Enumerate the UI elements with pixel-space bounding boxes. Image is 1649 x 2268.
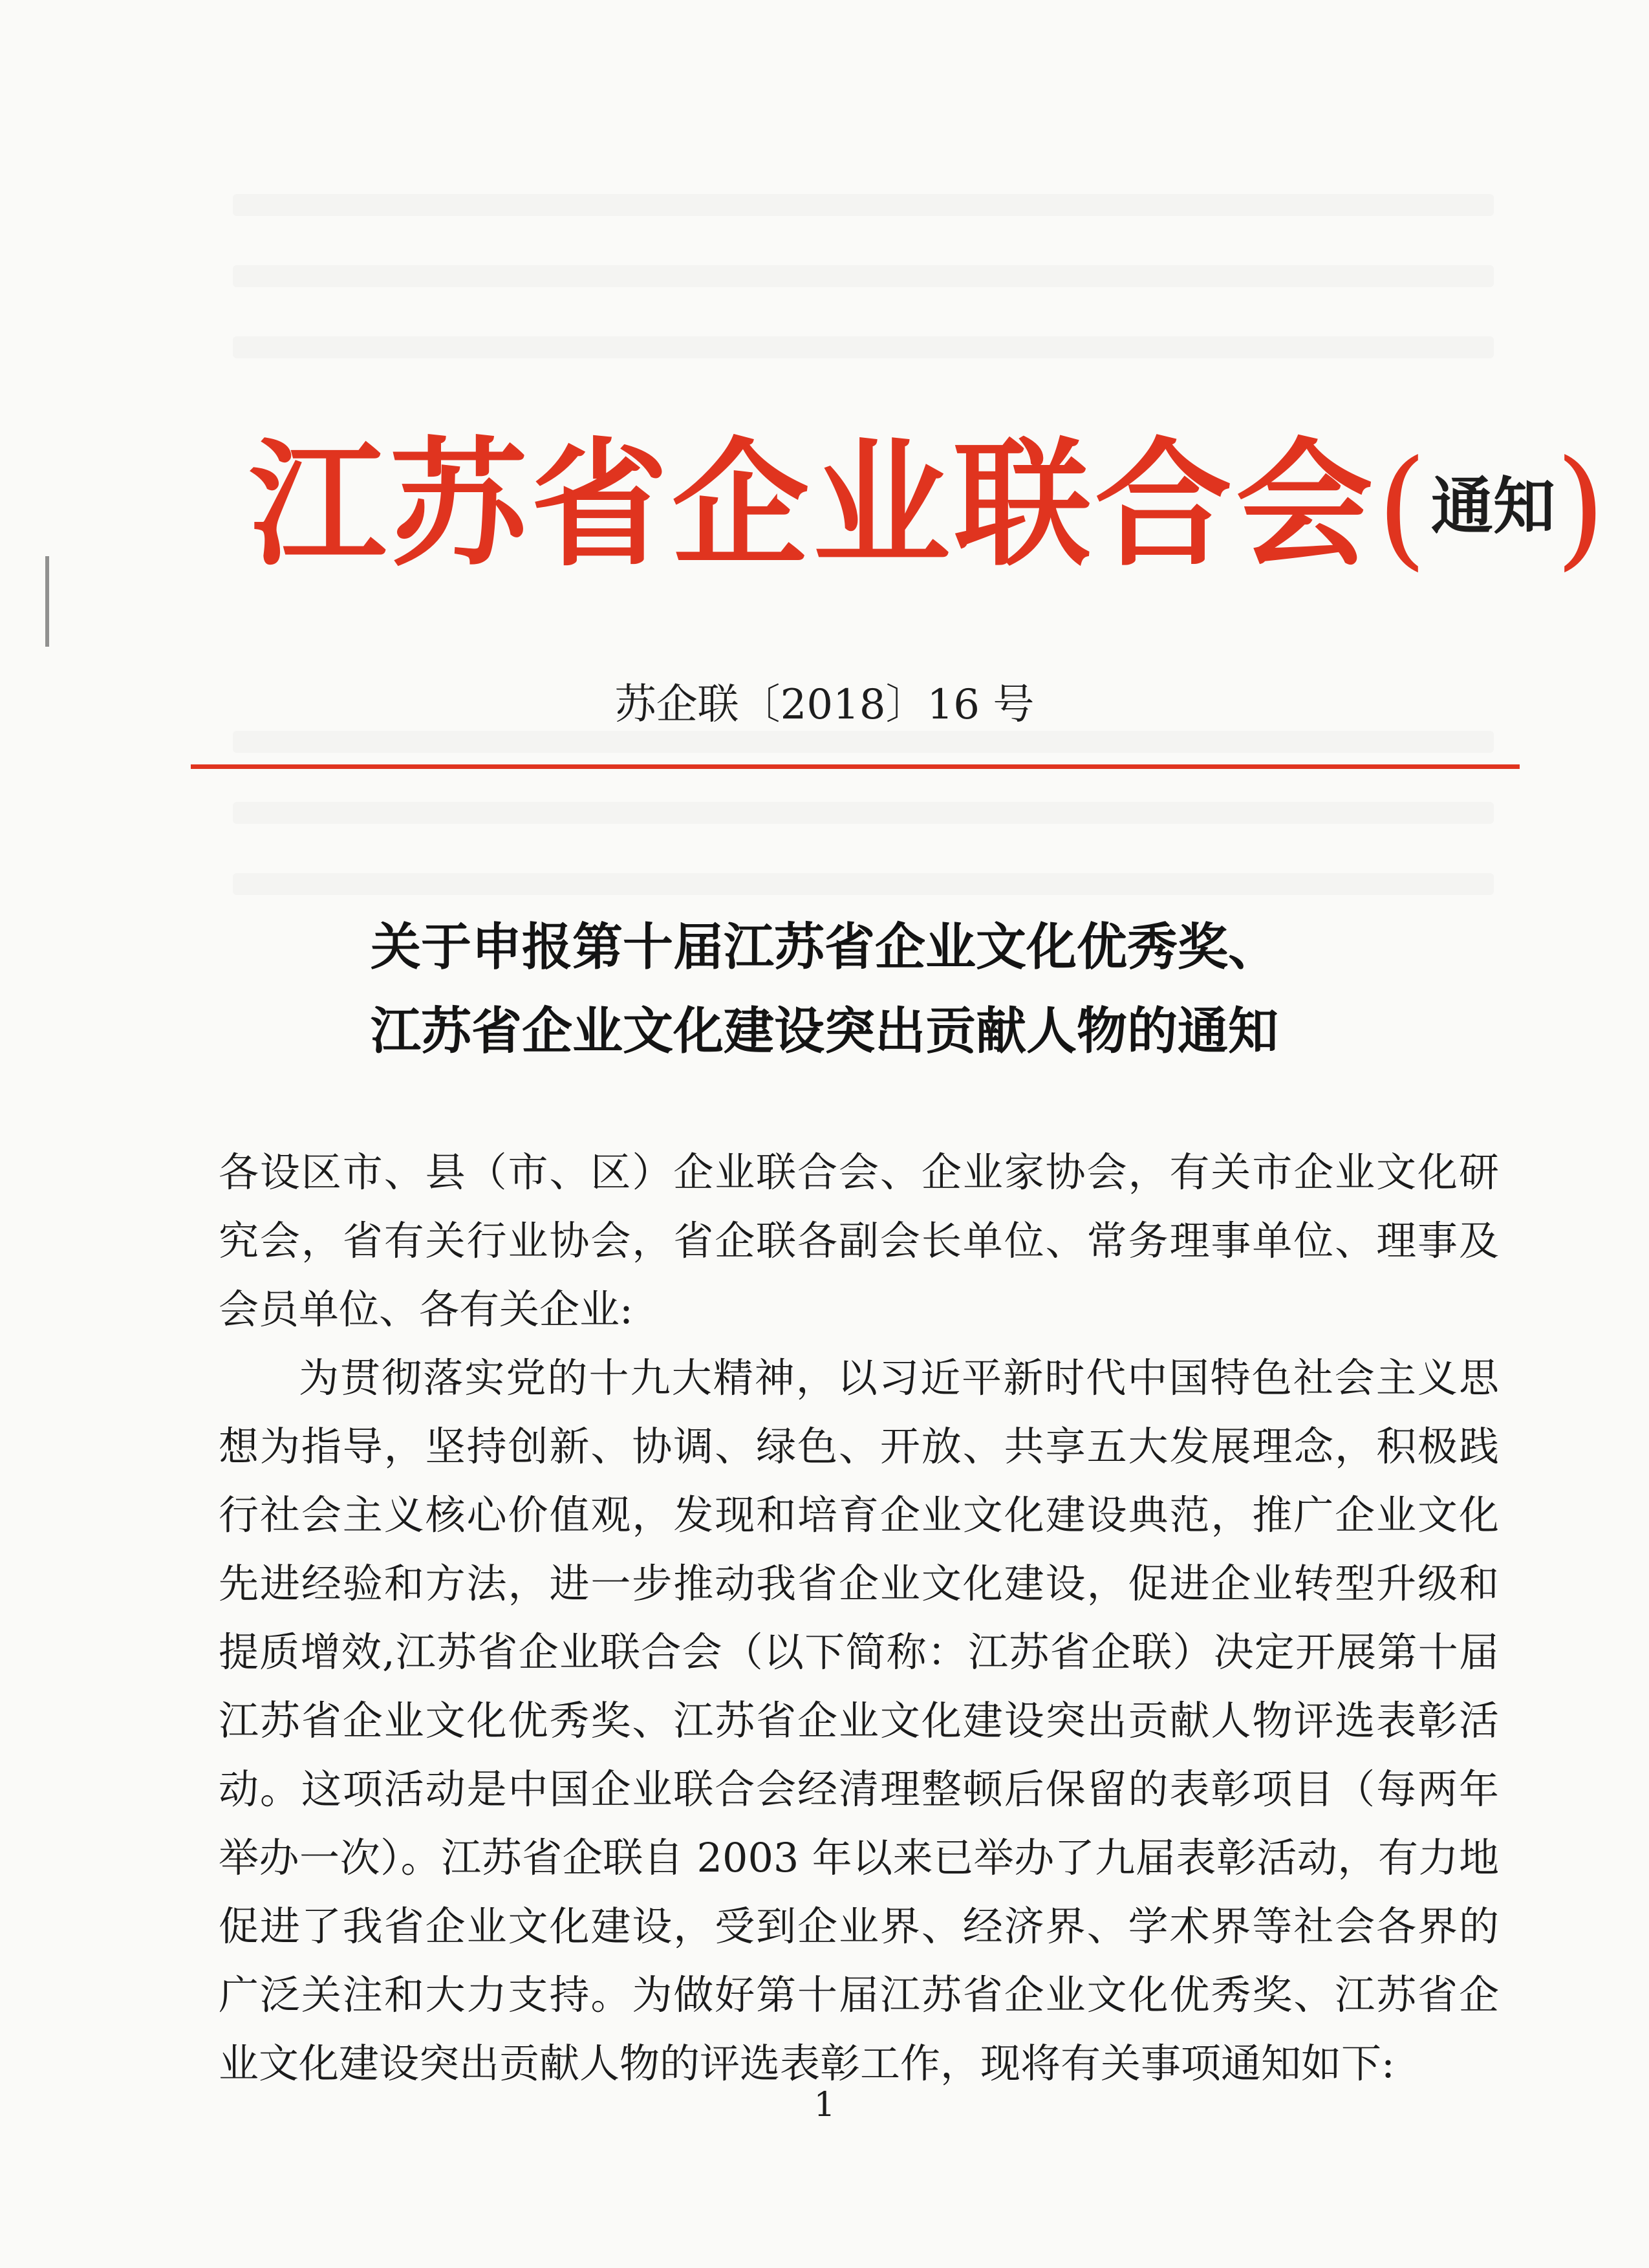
bleed-through-shadow bbox=[233, 336, 1494, 358]
bleed-through-shadow bbox=[233, 873, 1494, 895]
bleed-through-shadow bbox=[233, 194, 1494, 216]
document-number: 苏企联〔2018〕16 号 bbox=[614, 681, 1035, 729]
bleed-through-shadow bbox=[233, 802, 1494, 824]
letterhead-org-name: 江苏省企业联合会 bbox=[249, 424, 1377, 585]
bleed-through-shadow bbox=[233, 265, 1494, 287]
bleed-through-shadow bbox=[233, 731, 1494, 753]
document-body bbox=[219, 1138, 1499, 2098]
red-divider-line bbox=[191, 764, 1520, 769]
page-number: 1 bbox=[814, 2086, 835, 2124]
document-title-line-1: 关于申报第十届江苏省企业文化优秀奖、 bbox=[370, 918, 1278, 977]
document-title-line-2: 江苏省企业文化建设突出贡献人物的通知 bbox=[370, 1002, 1278, 1061]
body-paragraph: 为贯彻落实党的十九大精神，以习近平新时代中国特色社会主义思想为指导，坚持创新、协调、绿色、开放、共享五大发展理念，积极践行社会主义核心价值观，发现和培育企业文化建设典范，推广企业文化先进经验和方法，进一步推动我省企业文化建设，促进企业转型升级和提质增效,江苏省企业联合会（以下简称：江苏省企联）决定开展第十届江苏省企业文化优秀奖、江苏省企业文化建设突出贡献人物评选表彰活动。这项活动是中国企业联合会经清理整顿后保留的表彰项目（每两年举办一次）。江苏省企联自 2003 年以来已举办了九届表彰活动，有力地促进了我省企业文化建设，受到企业界、经济界、学术界等社会各界的广泛关注和大力支持。为做好第十届江苏省企业文化优秀奖、江苏省企业文化建设突出贡献人物的评选表彰工作，现将有关事项通知如下: bbox=[219, 1354, 1499, 2087]
binding-edge-mark bbox=[45, 556, 49, 647]
letterhead-paren-open: ( bbox=[1377, 433, 1432, 583]
letterhead-paren-close: ) bbox=[1555, 433, 1610, 583]
letterhead-suffix: 通知 bbox=[1431, 470, 1556, 543]
letterhead-title bbox=[249, 420, 1610, 589]
addressee-paragraph: 各设区市、县（市、区）企业联合会、企业家协会，有关市企业文化研究会，省有关行业协会，省企联各副会长单位、常务理事单位、理事及会员单位、各有关企业: bbox=[219, 1149, 1499, 1333]
